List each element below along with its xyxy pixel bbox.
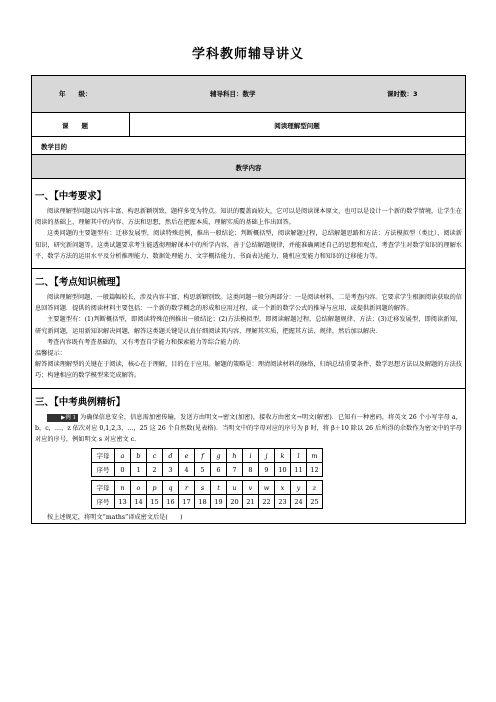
number-cell: 6	[211, 463, 227, 477]
number-cell: 2	[147, 463, 163, 477]
number-cell: 3	[163, 463, 179, 477]
page-title: 学科教师辅导讲义	[191, 47, 304, 62]
number-cell: 12	[307, 463, 323, 477]
section2-heading: 二、【考点知识梳理】	[35, 277, 126, 289]
number-cell: 25	[307, 495, 323, 509]
letter-cell: o	[131, 481, 147, 495]
number-cell: 19	[211, 495, 227, 509]
letter-cell: z	[307, 481, 323, 495]
row-head-number: 序号	[92, 495, 115, 509]
number-cell: 1	[131, 463, 147, 477]
letters-row-1	[92, 449, 323, 463]
letter-cell: g	[211, 449, 227, 463]
row-head-letter: 字母	[92, 481, 115, 495]
section1-heading: 一、【中考要求】	[35, 191, 107, 202]
section3-heading: 三、【中考典例精析】	[35, 396, 126, 408]
number-cell: 22	[259, 495, 275, 509]
letter-cell: d	[163, 449, 179, 463]
tip-text: 解答阅读理解型的关键在于阅读，核心在于理解，目的在于应用。解题的策略是：理清阅读材料的脉络，归纳总结重要条件、数学思想方法以及解题的方法技巧；构建相应的数学模型来完成解答。	[35, 361, 462, 380]
letter-cell: f	[195, 449, 211, 463]
number-cell: 14	[131, 495, 147, 509]
topic-row	[32, 113, 465, 137]
letter-cell: v	[243, 481, 259, 495]
number-cell: 16	[163, 495, 179, 509]
letters-row-2	[92, 481, 323, 495]
content-body	[32, 179, 465, 523]
number-cell: 5	[195, 463, 211, 477]
content-header-row	[32, 155, 465, 179]
row-head-letter: 字母	[92, 449, 115, 463]
number-cell: 18	[195, 495, 211, 509]
goal-label: 教学目的	[41, 143, 67, 151]
example-paragraph	[35, 412, 462, 446]
number-cell: 7	[227, 463, 243, 477]
letter-cell: q	[163, 481, 179, 495]
cipher-table	[91, 448, 323, 509]
numbers-row-1	[92, 463, 323, 477]
section-divider	[32, 268, 465, 269]
number-cell: 24	[291, 495, 307, 509]
number-cell: 4	[179, 463, 195, 477]
example-question: 按上述规定，将明文“maths”译成密文后是( )	[47, 514, 183, 522]
number-cell: 0	[115, 463, 131, 477]
numbers-row-2	[92, 495, 323, 509]
number-cell: 10	[275, 463, 291, 477]
letter-cell: s	[195, 481, 211, 495]
row-head-number: 序号	[92, 463, 115, 477]
header-info-row	[32, 76, 465, 113]
letter-cell: e	[179, 449, 195, 463]
goal-row	[32, 137, 465, 155]
tip-label: 温馨提示：	[35, 350, 66, 358]
number-cell: 15	[147, 495, 163, 509]
letter-cell: w	[259, 481, 275, 495]
example-text: 为确保信息安全，信息需加密传输，发送方由明文→密文(加密)，接收方由密文→明文(解密)．已知有一种密码，将英文 26 个小写字母 a，b，c，…，z 依次对应 0,1,2,3，…，25 这 26 个自然数(见表格)．当明文中的字母对应的序号为 β 时，将 β＋10 除以 26 后所得的余数作为密文中的字母对应的序号，例如明文 s 对应密文 c.	[35, 413, 462, 444]
letter-cell: y	[291, 481, 307, 495]
topic-label: 课 题	[62, 122, 88, 130]
example-tag: ▶例 1	[47, 414, 78, 422]
letter-cell: h	[227, 449, 243, 463]
section1-paragraph-2: 这类问题的主要题型有：迁移发展型，阅读特殊范例，推出一般结论；判断概括型，阅读解题过程，总结解题思路和方法；方法模拟型（类比），阅读新知识，研究新问题等。这类试题要求考生能透彻理解课本中的所学内容，善于总结解题规律，并能准确阐述自己的思想和观点，考查学生对数学知识的理解水平、数学方法的运用水平及分析推理能力、数据处理能力、文字概括能力、书面表达能力、随机应变能力和知识的迁移能力等。	[35, 230, 462, 260]
letter-cell: c	[147, 449, 163, 463]
letter-cell: x	[275, 481, 291, 495]
number-cell: 21	[243, 495, 259, 509]
letter-cell: j	[259, 449, 275, 463]
number-cell: 11	[291, 463, 307, 477]
letter-cell: u	[227, 481, 243, 495]
letter-cell: a	[115, 449, 131, 463]
content-label: 教学内容	[235, 164, 262, 172]
number-cell: 20	[227, 495, 243, 509]
number-cell: 9	[259, 463, 275, 477]
section1-paragraph-1: 阅读理解型问题以内容丰富、构思新颖别致、题样多变为特点。知识的覆盖面较大，它可以是阅读课本原文，也可以是设计一个新的数学情境，让学生在阅读的基础上，理解其中的内容、方法和思想，然后在把握本质，理解实质的基础上作出回答。	[35, 208, 462, 227]
number-cell: 13	[115, 495, 131, 509]
letter-cell: r	[179, 481, 195, 495]
section-divider	[32, 388, 465, 389]
lesson-document	[31, 75, 466, 524]
letter-cell: n	[115, 481, 131, 495]
grade-label: 年 级：	[59, 90, 92, 98]
letter-cell: t	[211, 481, 227, 495]
letter-cell: l	[291, 449, 307, 463]
letter-cell: m	[307, 449, 323, 463]
number-cell: 17	[179, 495, 195, 509]
section2-paragraph-3: 考查内容既有考查基础的，又有考查自学能力和探索能力等综合能力的．	[47, 338, 245, 346]
number-cell: 23	[275, 495, 291, 509]
letter-cell: i	[243, 449, 259, 463]
number-cell: 8	[243, 463, 259, 477]
letter-cell: b	[131, 449, 147, 463]
subject-label: 辅导科目：数学	[210, 90, 256, 98]
letter-cell: p	[147, 481, 163, 495]
section2-paragraph-2: 主要题型有：(1)判断概括型，即阅读特殊范例推出一般结论；(2)方法模拟型，即阅读解题过程，总结解题规律、方法；(3)迁移发展型，即阅读新知，研究新问题，运用新知识解决问题，解答这类题关键是认真仔细阅读其内容，理解其实质，把握其方法、规律，然后加以解决．	[35, 316, 462, 335]
letter-cell: k	[275, 449, 291, 463]
hours-label: 课时数：3	[387, 90, 418, 98]
section2-paragraph-1: 阅读理解型问题，一般篇幅较长，涉及内容丰富，构思新颖别致。这类问题一般分两部分：一是阅读材料，二是考查内容。它要求学生根据阅读获取的信息回答问题．提供的阅读材料主要包括：一个新的数学概念的形成和应用过程，或一个新的数学公式的推导与应用，或提供新问题的解答。	[35, 294, 462, 313]
topic-value: 阅读理解型问题	[274, 122, 320, 130]
